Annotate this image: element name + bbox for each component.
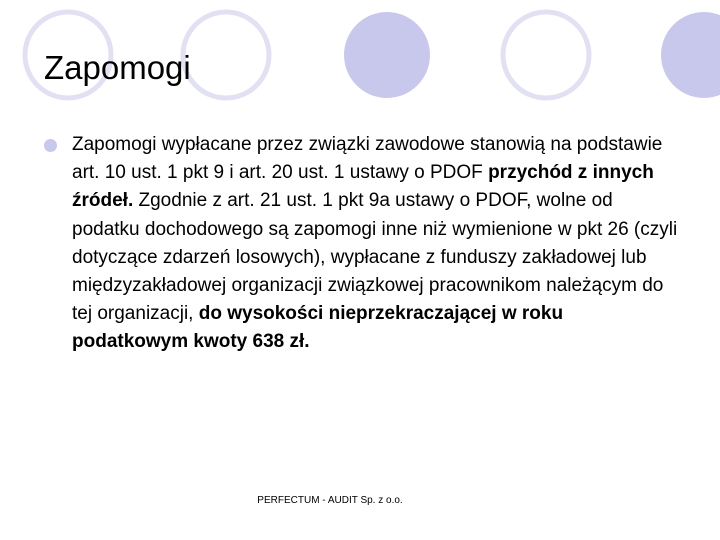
bullet-text (72, 131, 684, 357)
decor-circle-5 (661, 12, 720, 98)
bullet-dot-icon (44, 139, 57, 152)
slide-footer: PERFECTUM - AUDIT Sp. z o.o. (257, 495, 403, 506)
decor-circle-4 (503, 12, 589, 98)
bullet-item (44, 131, 684, 357)
bullet-text-bold-segment: do wysokości nieprzekraczającej w roku podatkowym kwoty 638 zł. (72, 303, 564, 353)
bullet-text-bold-segment: przychód z innych źródeł. (72, 162, 654, 212)
bullet-text-segment: Zapomogi wypłacane przez związki zawodowe stanowią na podstawie art. 10 ust. 1 pkt 9 i art. 20 ust. 1 ustawy o PDOF (72, 134, 663, 184)
bullet-text-segment: Zgodnie z art. 21 ust. 1 pkt 9a ustawy o PDOF, wolne od podatku dochodowego są zapomogi inne niż wymienione w pkt 26 (czyli dotyczące zdarzeń losowych), wypłacane z funduszy zakładowej lub międzyzakładowej organizacji związkowej pracownikom należącym do tej organizacji, (72, 190, 678, 325)
decor-circle-3 (344, 12, 430, 98)
slide-title: Zapomogi (44, 49, 191, 86)
slide-content (44, 131, 684, 357)
decor-circle-2 (183, 12, 269, 98)
